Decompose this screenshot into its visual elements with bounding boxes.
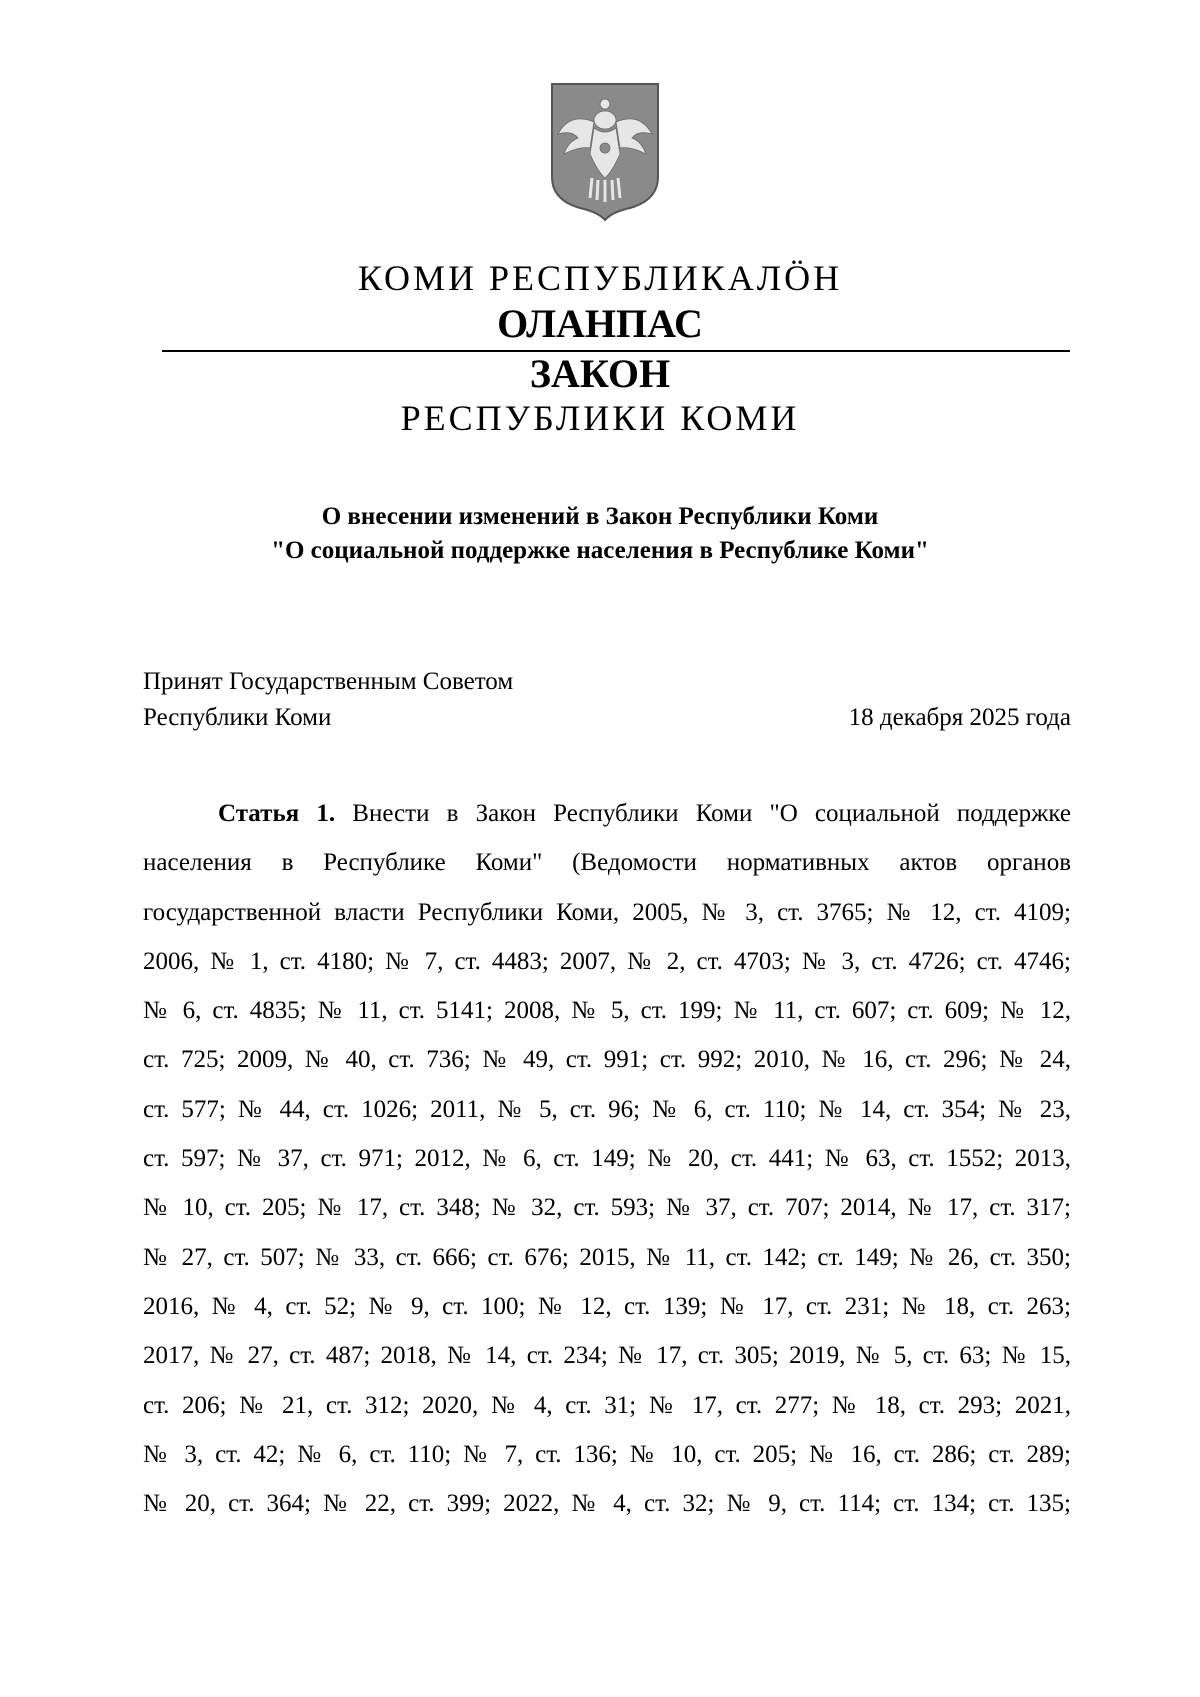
article-1-line: Статья 1. Внести в Закон Республики Коми "О социальной поддержке	[218, 800, 1071, 827]
article-1-line: № 20, ст. 364; № 22, ст. 399; 2022, № 4, ст. 32; № 9, ст. 114; ст. 134; ст. 135;	[143, 1490, 1071, 1518]
header-republic: РЕСПУБЛИКИ КОМИ	[400, 398, 800, 438]
article-1-line: № 27, ст. 507; № 33, ст. 666; ст. 676; 2015, № 11, ст. 142; ст. 149; № 26, ст. 350;	[143, 1243, 1071, 1271]
article-1-line: ст. 725; 2009, № 40, ст. 736; № 49, ст. 991; ст. 992; 2010, № 16, ст. 296; № 24,	[143, 1046, 1071, 1074]
article-1-line: государственной власти Республики Коми, 2005, № 3, ст. 3765; № 12, ст. 4109;	[143, 898, 1071, 926]
law-title	[0, 500, 1200, 568]
article-1-label: Статья 1.	[218, 800, 336, 827]
adopted-by-line-1: Принят Государственным Советом	[143, 668, 514, 695]
adoption-block	[143, 664, 1071, 736]
article-1	[143, 789, 1071, 1528]
header-komi-republic: КОМИ РЕСПУБЛИКАЛӦН	[357, 258, 843, 298]
law-title-line-1: О внесении изменений в Закон Республики Коми	[321, 503, 879, 530]
article-1-line: № 10, ст. 205; № 17, ст. 348; № 32, ст. 593; № 37, ст. 707; 2014, № 17, ст. 317;	[143, 1194, 1071, 1222]
adopted-by-line-2: Республики Коми	[143, 704, 332, 731]
coat-of-arms-icon	[550, 82, 660, 222]
article-1-line: № 6, ст. 4835; № 11, ст. 5141; 2008, № 5, ст. 199; № 11, ст. 607; ст. 609; № 12,	[143, 997, 1071, 1025]
article-1-line: ст. 206; № 21, ст. 312; 2020, № 4, ст. 31; № 17, ст. 277; № 18, ст. 293; 2021,	[143, 1391, 1071, 1419]
article-1-line: ст. 597; № 37, ст. 971; 2012, № 6, ст. 149; № 20, ст. 441; № 63, ст. 1552; 2013,	[143, 1145, 1071, 1173]
article-1-line: № 3, ст. 42; № 6, ст. 110; № 7, ст. 136; № 10, ст. 205; № 16, ст. 286; ст. 289;	[143, 1440, 1071, 1468]
article-1-line: населения в Республике Коми" (Ведомости нормативных актов органов	[143, 849, 1071, 877]
article-1-line: 2006, № 1, ст. 4180; № 7, ст. 4483; 2007, № 2, ст. 4703; № 3, ст. 4726; ст. 4746;	[143, 947, 1071, 975]
header-law: ЗАКОН	[529, 351, 671, 396]
adoption-date: 18 декабря 2025 года	[848, 704, 1071, 731]
header-komi-law: ОЛАНПАС	[497, 301, 703, 346]
law-title-line-2: "О социальной поддержке населения в Республике Коми"	[271, 537, 929, 564]
article-1-line: 2017, № 27, ст. 487; 2018, № 14, ст. 234; № 17, ст. 305; 2019, № 5, ст. 63; № 15,	[143, 1342, 1071, 1370]
article-1-line: 2016, № 4, ст. 52; № 9, ст. 100; № 12, ст. 139; № 17, ст. 231; № 18, ст. 263;	[143, 1292, 1071, 1320]
article-1-line: ст. 577; № 44, ст. 1026; 2011, № 5, ст. 96; № 6, ст. 110; № 14, ст. 354; № 23,	[143, 1095, 1071, 1123]
